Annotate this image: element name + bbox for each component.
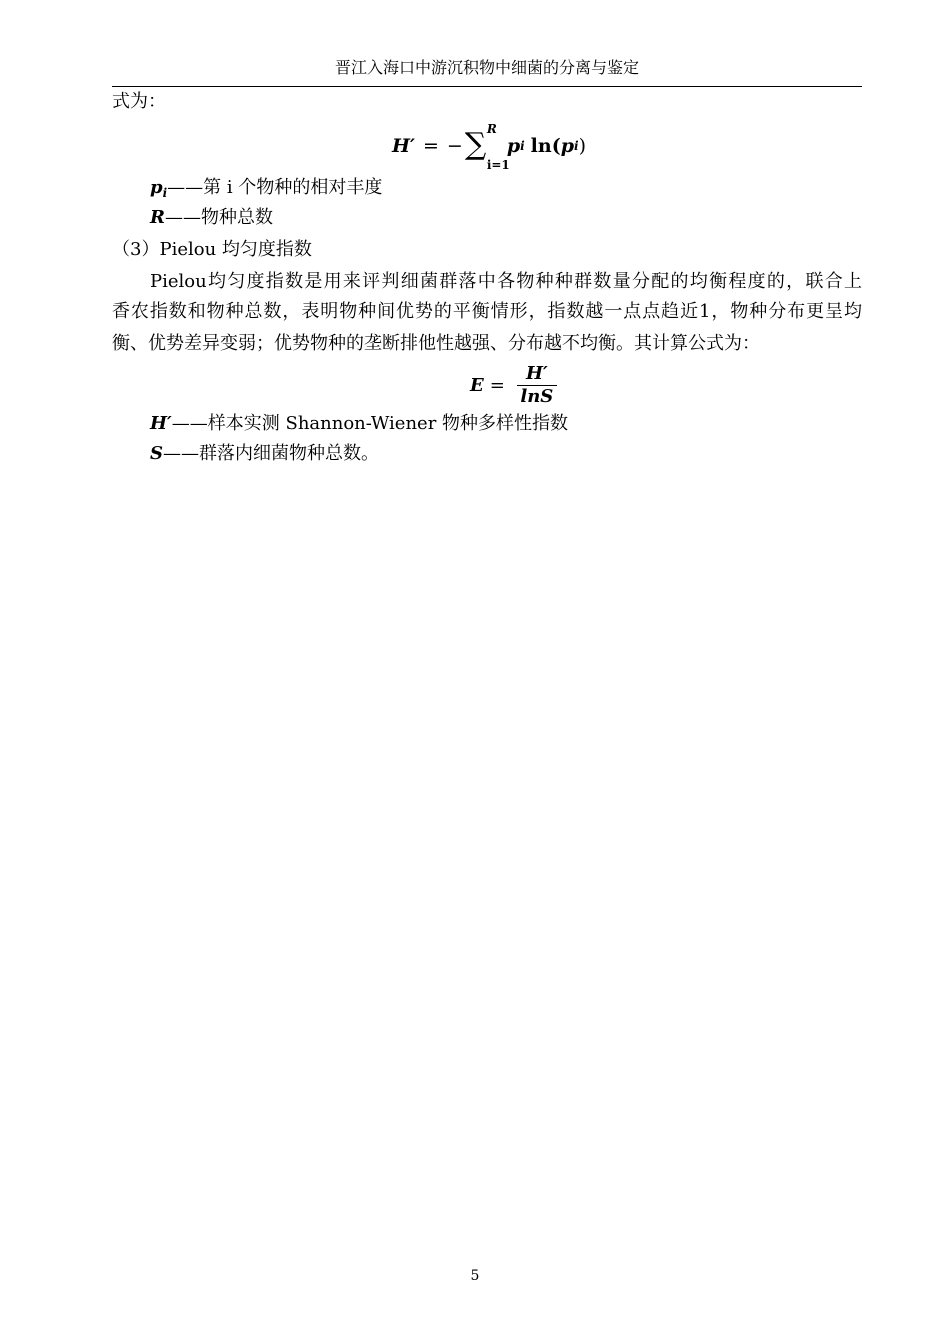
- def-pi-sub: i: [162, 186, 168, 200]
- header-divider: [112, 86, 862, 87]
- fraction-numerator: H′: [525, 362, 548, 384]
- def-pi-symbol: p: [150, 177, 163, 198]
- definition-r: [150, 204, 862, 232]
- ln-open: ln(: [530, 135, 561, 157]
- term-p-sub: i: [520, 139, 525, 153]
- def-pi-text: ——第 i 个物种的相对丰度: [167, 177, 383, 198]
- fraction-denominator: lnS: [520, 385, 554, 407]
- formula-eq: =: [422, 135, 439, 157]
- def-r-text: ——物种总数: [164, 207, 273, 228]
- sum-upper-limit: R: [486, 122, 497, 136]
- shannon-formula: [392, 118, 586, 174]
- inner-p-sub: i: [574, 139, 579, 153]
- def-h-symbol: H′: [150, 413, 172, 434]
- def-s-symbol: S: [150, 443, 163, 464]
- formula-lhs: H′: [392, 135, 415, 157]
- paragraph-line-2: 香农指数和物种总数，表明物种间优势的平衡情形，指数越一点点趋近1，物种分布更呈均: [112, 301, 862, 322]
- pielou-formula: [470, 360, 557, 410]
- inner-p: p: [560, 135, 574, 157]
- def-r-symbol: R: [150, 207, 165, 228]
- sum-lower-limit: i=1: [486, 158, 510, 172]
- def-s-text: ——群落内细菌物种总数。: [163, 443, 379, 464]
- formula-intro: 式为：: [112, 91, 166, 112]
- running-header: 晋江入海口中游沉积物中细菌的分离与鉴定: [334, 58, 639, 77]
- ln-close: ): [578, 135, 586, 157]
- section-heading: （3）Pielou 均匀度指数: [112, 239, 312, 260]
- term-p: p: [506, 135, 521, 157]
- formula2-lhs: E: [470, 374, 484, 396]
- formula-minus: −: [446, 135, 463, 157]
- formula2-eq: =: [489, 374, 505, 396]
- summation: [464, 122, 510, 172]
- paragraph-line-1: Pielou均匀度指数是用来评判细菌群落中各物种种群数量分配的均衡程度的，联合上: [150, 271, 862, 292]
- def-h-text: ——样本实测 Shannon-Wiener 物种多样性指数: [171, 413, 569, 434]
- sum-sign: ∑: [464, 127, 487, 162]
- definition-s: [150, 440, 862, 468]
- definition-pi: [150, 174, 862, 207]
- fraction: [517, 364, 557, 407]
- page-number: 5: [470, 1268, 480, 1284]
- definition-h: [150, 410, 862, 438]
- paragraph-line-3: 衡、优势差异变弱；优势物种的垄断排他性越强、分布越不均衡。其计算公式为：: [112, 333, 760, 354]
